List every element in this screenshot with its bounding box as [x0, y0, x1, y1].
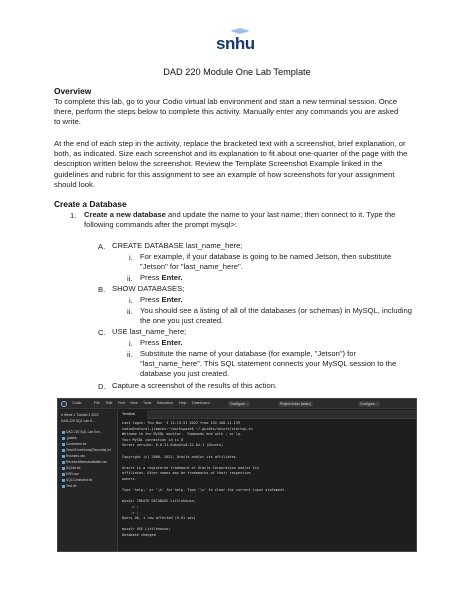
configure-button[interactable]: Configure... — [360, 402, 378, 406]
overview-line: to write. — [54, 117, 81, 127]
item-letter-a: A. — [98, 242, 106, 251]
overview-line: there, perform the steps below to complete this activity. Manually enter any commands you are asked — [54, 107, 399, 117]
menu-item[interactable]: Edit — [106, 401, 113, 405]
overview-paragraph — [54, 97, 426, 128]
file-icon — [62, 467, 65, 470]
file-tree-item[interactable]: .guides — [66, 436, 77, 440]
terminal-line: -> ; — [122, 504, 139, 509]
step-number: 1. — [70, 211, 77, 220]
instructions-paragraph — [54, 139, 426, 190]
menu-item[interactable]: Find — [118, 401, 125, 405]
step-line2: following commands after the prompt mysql>: — [84, 220, 237, 230]
overview-heading: Overview — [54, 86, 92, 96]
item-a-i-num: i. — [129, 253, 133, 262]
section-heading: Create a Database — [54, 199, 127, 209]
file-tree-item[interactable]: Test.txt — [66, 484, 77, 488]
item-b-i-text — [140, 295, 183, 305]
terminal-line: -> ; — [122, 510, 139, 515]
embedded-screenshot — [57, 398, 417, 552]
editor-tab-bar — [119, 410, 417, 419]
item-letter-b: B. — [98, 285, 106, 294]
item-c-ii-line2: "last_name_here". This SQL statement connects your MySQL session to the — [140, 359, 397, 369]
item-a-ii-num: ii. — [127, 274, 133, 283]
item-b-ii-line2: the one you just created. — [140, 316, 224, 326]
menu-item[interactable]: Education — [157, 401, 173, 405]
item-a-i-line1: For example, if your database is going to be named Jetson, then substitute — [140, 252, 392, 261]
configure-button[interactable]: Configure... — [230, 402, 248, 406]
file-icon — [62, 485, 65, 488]
terminal-line: mysql> CREATE DATABASE Littlehouse; — [122, 499, 196, 504]
item-c-ii-line1: Substitute the name of your database (for example, "Jetson") for — [140, 349, 357, 358]
item-c-i-text — [140, 338, 183, 348]
file-icon — [62, 455, 65, 458]
item-a-i-text — [140, 252, 430, 272]
item-b-ii-text — [140, 306, 435, 326]
item-c-text: USE last_name_here; — [112, 327, 187, 336]
terminal-line: Oracle is a registered trademark of Oracle Corporation and/or its — [122, 465, 259, 470]
instructions-line: both, as indicated. Size each screenshot and its explanation to fit about one-quarter of the page with the — [54, 149, 408, 159]
logo-text: snhu — [216, 34, 255, 53]
terminal-line: Type 'help;' or '\h' for help. Type '\c' to clear the current input statement. — [122, 488, 287, 493]
menu-item[interactable]: Codio — [72, 401, 82, 405]
instructions-line: At the end of each step in the activity, replace the bracketed text with a screenshot, brief explanation, or — [54, 139, 406, 148]
item-c-ii-num: ii. — [127, 350, 133, 359]
terminal-line: mysql> USE Littlehouse; — [122, 527, 171, 532]
file-tree-item[interactable]: Customers.txt — [66, 442, 87, 446]
item-b-ii-num: ii. — [127, 307, 133, 316]
file-tree-item[interactable]: TeachFromHome(Seconds).txt — [66, 448, 111, 452]
item-letter-c: C. — [98, 328, 106, 337]
item-b-i-num: i. — [129, 296, 133, 305]
file-tree-item[interactable]: Roosters.csv — [66, 454, 86, 458]
item-a-text: CREATE DATABASE last_name_here; — [112, 241, 243, 250]
instructions-line: description written below the screenshot. Review the Template Screenshot Example linked in the — [54, 159, 383, 169]
step-line1-rest: and update the name to your last name; then connect to it. Type the — [165, 210, 396, 219]
instructions-line: should look. — [54, 179, 96, 189]
item-a-i-line2: "Jetson" for "last_name_here". — [140, 262, 243, 272]
document-title: DAD 220 Module One Lab Template — [163, 67, 311, 77]
file-icon — [62, 473, 65, 476]
menu-item[interactable]: Help — [179, 401, 187, 405]
overview-line: To complete this lab, go to your Codio virtual lab environment and start a new terminal session. Once — [54, 97, 398, 106]
item-a-ii-pre: Press — [140, 273, 162, 282]
file-tree-item[interactable]: SQLite.txt — [66, 466, 81, 470]
menu-item[interactable]: Tools — [143, 401, 152, 405]
item-a-ii-bold: Enter. — [161, 273, 183, 282]
file-tree-item[interactable]: ESR.csv — [66, 472, 79, 476]
item-c-i-bold: Enter. — [161, 338, 183, 347]
terminal-line: owners. — [122, 476, 137, 481]
terminal-line: codio@natural-jimmies:~/workspace$ ~/.guides/secure/startup.sh — [122, 426, 253, 431]
menu-item[interactable]: File — [94, 401, 100, 405]
item-b-ii-line1: You should see a listing of all of the databases (or schemas) in MySQL, including — [140, 306, 412, 315]
item-a-ii-text — [140, 273, 183, 283]
item-c-i-pre: Press — [140, 338, 162, 347]
codio-menubar — [58, 399, 417, 409]
file-tree-sidebar — [58, 410, 118, 552]
instructions-line: guidelines and rubric for this assignment to see an example of how screenshots for your assignment — [54, 169, 395, 179]
sidebar-project-name: # Week 1 Tutorial 1 2022 — [61, 413, 99, 417]
item-b-i-pre: Press — [140, 295, 162, 304]
tab-terminal[interactable]: Terminal — [119, 410, 147, 419]
file-tree-item[interactable]: SQLCommand.txt — [66, 478, 93, 482]
item-c-ii-text — [140, 349, 435, 380]
file-tree-item[interactable]: ReceivedItemsAvailable.csv — [66, 460, 107, 464]
terminal-line: Copyright (c) 2000, 2022, Oracle and/or its affiliates. — [122, 454, 238, 459]
terminal-line: Database changed — [122, 532, 156, 537]
item-c-i-num: i. — [129, 339, 133, 348]
file-tree-item[interactable]: DAD 220 SQL Lab Env... — [66, 430, 103, 434]
item-d-text: Capture a screenshot of the results of this action. — [112, 381, 278, 390]
item-b-i-bold: Enter. — [161, 295, 183, 304]
item-b-text: SHOW DATABASES; — [112, 284, 185, 293]
file-icon — [62, 461, 65, 464]
file-icon — [62, 443, 65, 446]
terminal-output[interactable] — [122, 421, 414, 538]
menu-item[interactable]: Dashboard — [192, 401, 210, 405]
terminal-line: Last login: Thu Nov 3 11:13:51 2022 from 192.168.11.139 — [122, 421, 241, 425]
step-text — [84, 210, 424, 230]
folder-icon — [62, 437, 65, 440]
snhu-logo — [216, 28, 260, 54]
codio-logo-icon — [61, 401, 67, 407]
sidebar-project-title: DAD-220 SQL Lab E... — [61, 419, 96, 423]
project-index-button[interactable]: Project Index (static) — [280, 402, 311, 406]
terminal-line: affiliates. Other names may be trademarks of their respective — [122, 471, 251, 476]
terminal-line: Server version: 8.0.31-0ubuntu0.22.04.1 (Ubuntu) — [122, 443, 224, 448]
item-c-ii-line3: database you just created. — [140, 369, 230, 379]
folder-icon — [62, 431, 65, 434]
terminal-line: Welcome to the MySQL monitor. Commands end with ; or \g. — [122, 432, 243, 437]
terminal-line: Your MySQL connection id is 8 — [122, 437, 184, 442]
step-bold-text: Create a new database — [84, 210, 166, 219]
file-icon — [62, 449, 65, 452]
menu-item[interactable]: View — [130, 401, 138, 405]
terminal-line: Query OK, 1 row affected (0.01 sec) — [122, 516, 196, 521]
file-icon — [62, 479, 65, 482]
item-letter-d: D. — [98, 382, 106, 391]
